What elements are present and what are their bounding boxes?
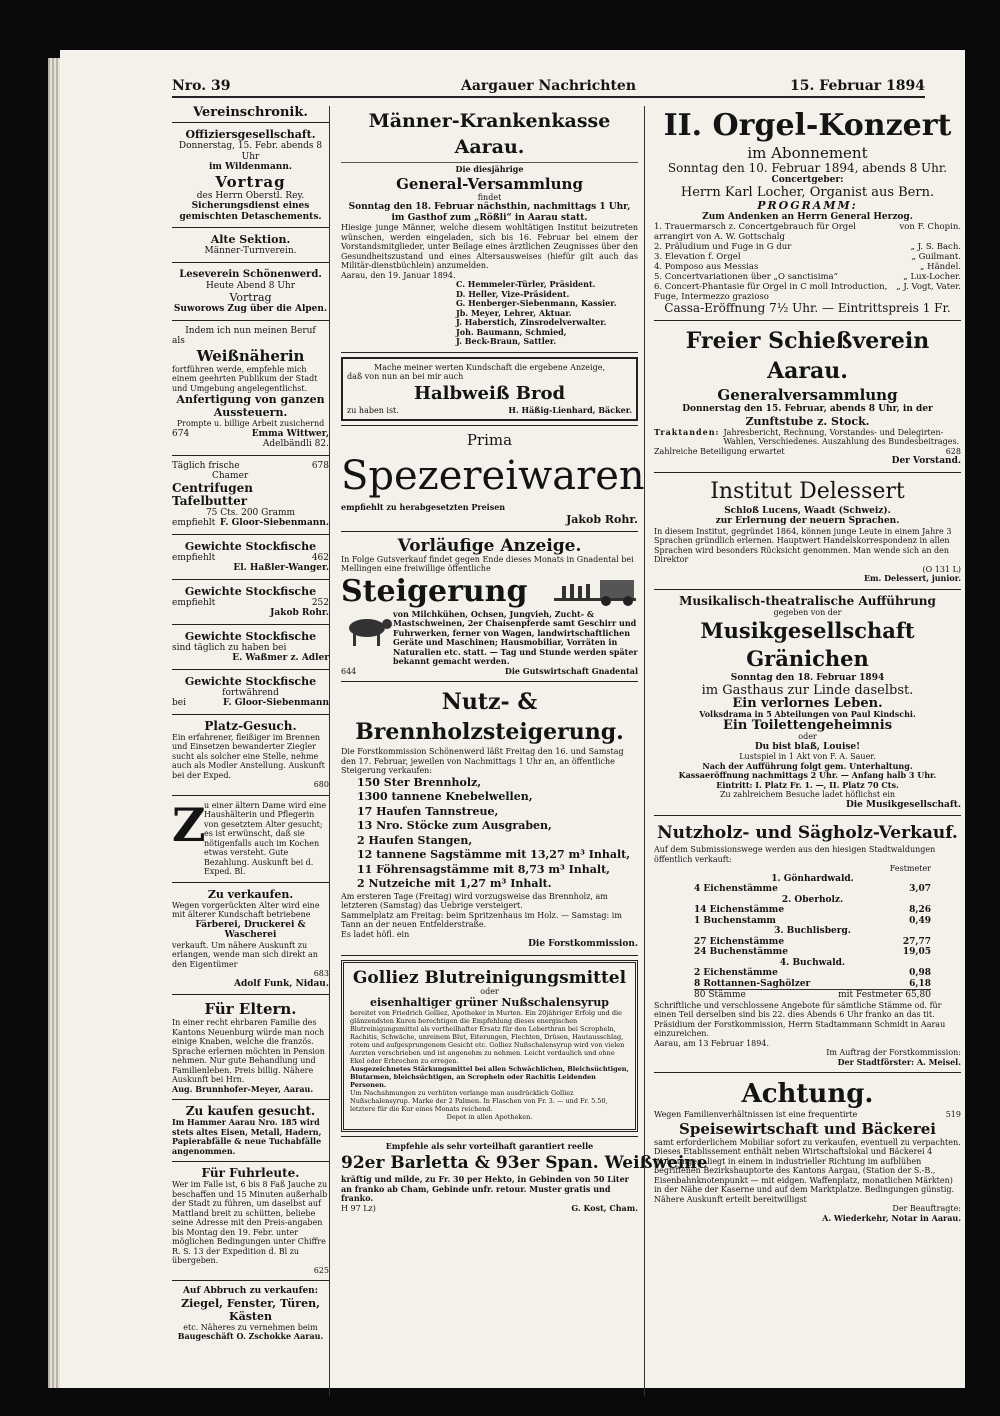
ad-text: Schloß Lucens, Waadt (Schweiz).	[724, 505, 891, 516]
ad-text: gegeben von der	[773, 607, 842, 617]
ad-text: des Herrn Oberstl. Rey.	[196, 190, 305, 201]
ad-text: Wer im Falle ist, 6 bis 8 Faß Jauche zu beschaffen und 15 Minuten außerhalb der Stadt zu führen, um daselbst auf Mattland breit zu schütten, beliebe seine Adresse mit den Preis-angaben bis Montag den 19. Febr. unter möglichen Bedingungen unter Chiffre R. S. 13 der Expedition d. Bl zu übergeben.	[172, 1180, 328, 1265]
ad-text: Empfehle als sehr vorteilhaft garantiert reelle	[385, 1140, 594, 1151]
forest-name: 4. Buchwald.	[779, 957, 846, 968]
wood-item: 2 Nutzeiche mit 1,27 m³ Inhalt.	[357, 877, 552, 890]
ad-signature: F. Gloor-Siebenmann.	[219, 518, 329, 528]
ad-text: im Gasthof zum „Rößli“ in Aarau statt.	[391, 212, 588, 223]
ad-signature: Adolf Funk, Nidau.	[234, 978, 329, 989]
ad-signature: F. Gloor-Siebenmann	[223, 698, 329, 708]
ad-number: 644	[341, 666, 357, 676]
ad-text: Zu zahlreichem Besuche ladet höflichst ein	[719, 790, 896, 799]
forest-name: 1. Gönhardwald.	[771, 873, 854, 884]
ad-title: Zu kaufen gesucht.	[185, 1104, 316, 1118]
wood-volume: 6,18	[909, 978, 931, 989]
ad-title: Zu verkaufen.	[207, 887, 294, 901]
issue-number: Nro. 39	[172, 78, 231, 94]
ad-number: (O 131 L)	[922, 564, 961, 574]
ad-text: verkauft. Um nähere Auskunft zu erlangen, wende man sich direkt an den Eigentümer	[172, 940, 318, 969]
ad-text: Eintritt: I. Platz Fr. 1. —, II. Platz 70 Cts.	[716, 779, 899, 790]
ad-text: Nach der Aufführung folgt gem. Unterhaltung.	[702, 760, 913, 771]
ad-text: Donnerstag, 15. Febr. abends 8 Uhr	[178, 141, 323, 162]
wood-item: 11 Föhrensagstämme mit 8,73 m³ Inhalt,	[357, 862, 610, 876]
wood-item: 12 tannene Sagstämme mit 13,27 m³ Inhalt,	[357, 848, 631, 861]
ad-signature: Die Musikgesellschaft.	[845, 799, 961, 810]
ad-title: 92er Barletta & 93er Span. Weißweine	[341, 1153, 708, 1173]
ad-text: Sicherungsdienst eines gemischten Detaschements.	[179, 201, 322, 222]
program-composer: „ Händel.	[920, 262, 961, 272]
program-item	[654, 282, 961, 302]
ad-text: Donnerstag den 15. Februar, abends 8 Uhr, in der	[682, 404, 933, 414]
program-item	[654, 272, 961, 282]
ad-text: Wegen vorgerückten Alter wird eine mit älterer Kundschaft betriebene	[172, 900, 320, 919]
ad-signature: Die Gutswirtschaft Gnadental	[504, 665, 638, 676]
ad-text: Die diesjährige	[455, 164, 524, 174]
ad-title: Golliez Blutreinigungsmittel	[352, 967, 627, 988]
wood-row	[694, 916, 931, 927]
ad-text: Um Nachahmungen zu verhüten verlange man ausdrücklich Golliez Nußschalensyrup. Marke der 2 Palmen. In Flaschen von Fr. 3. — und Fr. 5.50, letztere für die Kur eines Monats reichend.	[350, 1089, 608, 1113]
ad-spezereiwaren	[341, 429, 645, 528]
program-heading: PROGRAMM:	[757, 198, 858, 212]
ad-text: empfiehlt	[172, 597, 216, 608]
ad-text: 75 Cts. 200 Gramm	[205, 507, 296, 518]
ad-achtung	[654, 1076, 961, 1225]
ad-signature: Baugeschäft O. Zschokke Aarau.	[177, 1331, 324, 1341]
ad-subtitle: Färberei, Druckerei & Wascherei	[195, 919, 306, 940]
ad-platz-gesuch	[172, 718, 329, 792]
ad-signature: Die Forstkommission.	[528, 939, 638, 949]
wood-item: 13 Nro. Stöcke zum Ausgraben,	[357, 819, 552, 832]
ad-haushaelterin	[172, 799, 329, 879]
ad-text: zur Erlernung der neuern Sprachen.	[715, 516, 900, 526]
ad-signature: Der Stadtförster: A. Meisel.	[837, 1056, 961, 1067]
member-entry: J. Beck-Braun, Sattler.	[456, 336, 557, 346]
wood-item: 17 Haufen Tannstreue,	[357, 804, 499, 818]
program-piece: 4. Pomposo aus Messias	[654, 262, 759, 272]
ad-signature: Jakob Rohr.	[270, 608, 329, 618]
ad-musikgesellschaft	[654, 593, 961, 813]
ad-title: Platz-Gesuch.	[204, 718, 297, 733]
ad-text: findet	[477, 192, 502, 202]
ad-leseverein	[172, 266, 329, 317]
ad-signature: Der Vorstand.	[891, 456, 961, 466]
member-entry: J. Haberstich, Zinsrodelverwalter.	[456, 317, 607, 327]
ad-text: Es ladet höfl. ein	[341, 929, 410, 939]
ad-text: Täglich frische	[172, 460, 240, 471]
ad-tafelbutter	[172, 459, 329, 531]
forest-name: 3. Buchlisberg.	[774, 926, 851, 936]
newspaper-page	[60, 50, 965, 1388]
ad-signature: Em. Delessert, junior.	[863, 573, 961, 583]
ad-stockfische-1	[172, 538, 329, 576]
member-entry: D. Heller, Vize-Präsident.	[456, 288, 570, 299]
ad-title: Nutzholz- und Sägholz-Verkauf.	[657, 823, 958, 843]
ad-title: Auf Abbruch zu verkaufen:	[182, 1286, 319, 1296]
ad-label: Traktanden:	[654, 426, 720, 437]
column-right	[650, 106, 965, 1396]
ad-performer: Herrn Karl Locher, Organist aus Bern.	[680, 184, 935, 200]
ad-subtitle: Ziegel, Fenster, Türen, Kästen	[181, 1296, 320, 1323]
ad-subtitle: Ein verlornes Leben.	[732, 695, 883, 711]
ad-weissweine	[341, 1140, 708, 1216]
ad-title: Für Fuhrleute.	[201, 1166, 300, 1180]
ad-text: In einer recht ehrbaren Familie des Kantons Neuenburg würde man noch einige Knaben, welche die französ. Sprache erlernen möchten in Pension nehmen. Nur gute Behandlung und Familienleben. Preis billig. Nähere Auskunft bei Hrn.	[172, 1018, 325, 1084]
ad-number: 625	[313, 1265, 329, 1275]
ad-title: Centrifugen Tafelbutter	[172, 480, 253, 508]
drop-initial: Z	[172, 797, 206, 852]
ad-subtitle: Anfertigung von ganzen	[176, 393, 325, 406]
column-left	[172, 106, 330, 1396]
ad-subtitle: Du bist blaß, Louise!	[754, 741, 861, 752]
member-entry: C. Hemmeler-Türler, Präsident.	[456, 279, 596, 289]
member-entry: Jb. Meyer, Lehrer, Aktuar.	[456, 307, 572, 318]
wood-row	[694, 884, 931, 895]
wood-row	[694, 905, 931, 916]
page-header	[172, 78, 925, 98]
member-list	[341, 280, 638, 347]
wood-volume: 3,07	[909, 884, 931, 894]
ad-address: Adelbändli 82.	[262, 439, 329, 449]
program-composer: „ Lux-Locher.	[903, 272, 961, 282]
ad-text: oder	[480, 986, 499, 996]
ad-text: Hiesige junge Männer, welche diesem wohltätigen Institut beizutreten wünschen, werden eingeladen, sich bis 16. Februar bei einem der Vorstandsmitglieder, unter Beilage eines ärztlichen Zeugnisses über den Gesundheitszustand und eines Altersausweises (hiefür gilt auch das Militär-dienstbüchlein) anzumelden.	[341, 223, 638, 270]
ad-text: Indem ich nun meinen Beruf	[185, 325, 316, 336]
wood-item: 150 Ster Brennholz,	[357, 775, 482, 789]
ad-subtitle: eisenhaltiger grüner Nußschalensyrup	[369, 996, 610, 1009]
ad-text: Volksdrama in 5 Abteilungen von Paul Kindschi.	[699, 708, 916, 719]
forest-name: 2. Oberholz.	[781, 894, 844, 905]
program-piece: 6. Concert-Phantasie für Orgel in C moll Introduction, Fuge, Intermezzo grazioso	[654, 282, 888, 302]
ad-title: II. Orgel-Konzert	[663, 108, 952, 143]
ad-text: In diesem Institut, gegründet 1864, können junge Leute in einem Jahre 3 Sprachen gründlich erlernen. Hauptwert Handelskorrespondenz in allen Sprachen wird besonders Rücksicht genommen. Man wende sich an den Direktor	[654, 526, 952, 564]
ad-vorlaeufige-anzeige	[341, 535, 638, 679]
wood-item: 14 Eichenstämme	[694, 905, 785, 915]
ad-subtitle: Steigerung	[341, 573, 528, 609]
wood-list	[341, 776, 638, 892]
ad-text: In Folge Gutsverkauf findet gegen Ende dieses Monats in Gnadental bei Mellingen eine freiwillige öffentliche	[341, 554, 634, 573]
ad-date: Aarau, den 19. Januar 1894.	[341, 270, 456, 280]
ad-text: Ausgezeichnetes Stärkungsmittel bei allen Schwächlichen, Bleichsüchtigen, Blutarmen, bleichsüchtigen, an Scropheln oder Rachitis Leidenden Personen.	[350, 1065, 629, 1089]
ad-schiessverein	[654, 324, 961, 469]
ad-text: Prima	[466, 431, 513, 449]
ad-weissnaeherin	[172, 324, 329, 452]
ad-signature: G. Kost, Cham.	[571, 1202, 638, 1213]
ad-title: Institut Delessert	[710, 478, 905, 504]
ad-text: daß von nun an bei mir auch	[347, 372, 464, 381]
ad-subtitle: Vortrag	[215, 172, 286, 191]
ad-text: Wegen Familienverhältnissen ist eine frequentirte	[654, 1110, 858, 1119]
newspaper-title: Aargauer Nachrichten	[460, 78, 637, 94]
wood-volume: 0,98	[909, 968, 931, 978]
ad-text: kräftig und milde, zu Fr. 30 per Hekto, in Gebinden von 50 Liter an franko ab Cham, Gebinde unfr. retour. Muster gratis und franko.	[341, 1174, 629, 1203]
ad-alte-sektion	[172, 231, 329, 259]
ad-text: Im Hammer Aarau Nro. 185 wird stets altes Eisen, Metall, Hadern, Papierabfälle & neue Tuchabfälle angenommen.	[172, 1117, 322, 1156]
program-item	[654, 222, 961, 242]
ad-text: empfiehlt zu herabgesetzten Preisen	[341, 502, 506, 512]
wood-item: 1 Buchenstamm	[694, 915, 776, 926]
ad-subtitle: Aussteuern.	[213, 406, 288, 419]
ad-text: fortführen werde, empfehle mich einem geehrten Publikum der Stadt und Umgebung angelegentlichst.	[172, 364, 318, 393]
ad-subtitle: Vortrag	[229, 291, 272, 304]
ad-signature: H. Häßig-Lienhard, Bäcker.	[508, 404, 632, 415]
wood-sale-list	[654, 874, 961, 1001]
ad-number: 674	[172, 428, 190, 439]
wood-total	[694, 989, 931, 1001]
program-item	[654, 262, 961, 272]
ad-text: Concertgeber:	[771, 175, 844, 185]
ad-text: samt erforderlichem Mobiliar sofort zu verkaufen, eventuell zu verpachten. Dieses Etablissement enthält neben Wirtschaftslokal und Bäckerei 4 Wohnungen, liegt in einem in industrieller Richtung im aufblühen begriffenen Bezirkshauptorte des Kantons Aargau, (Station der S.-B., Eisenbahnknotenpunkt — mit eidgen. Waffenplatz, monatlichen Märkten) in der Nähe der Kaserne und auf dem Marktplatze. Bedingungen günstig. Nähere Auskunft erteilt bereitwilligst	[654, 1137, 961, 1204]
ad-signature: Jakob Rohr.	[566, 512, 638, 526]
ad-abbruch	[172, 1284, 329, 1344]
ad-title: Freier Schießverein Aarau.	[685, 328, 930, 384]
ad-text: empfiehlt	[172, 518, 216, 528]
ad-title: Für Eltern.	[204, 1000, 297, 1018]
wood-row	[694, 979, 931, 990]
ad-text: Heute Abend 8 Uhr	[205, 280, 296, 291]
ad-stockfische-3	[172, 628, 329, 666]
program-piece: 3. Elevation f. Orgel	[654, 252, 741, 262]
ad-title: Gewichte Stockfische	[184, 584, 317, 598]
wood-item: 2 Haufen Stangen,	[357, 833, 473, 847]
ad-golliez	[341, 960, 638, 1132]
ad-subtitle: Generalversammlung	[717, 386, 898, 404]
ad-institut-delessert	[654, 476, 961, 586]
cow-illustration	[341, 610, 393, 650]
ad-text: Chamer	[212, 471, 249, 481]
wood-row	[694, 947, 931, 958]
ad-text: etc. Näheres zu vernehmen beim	[183, 1322, 318, 1332]
wood-item: 4 Eichenstämme	[694, 884, 778, 894]
wood-item: 24 Buchenstämme	[694, 947, 788, 957]
ad-title: Offiziersgesellschaft.	[185, 128, 316, 141]
ad-number: 462	[311, 552, 329, 563]
program-piece: 1. Trauermarsch z. Concertgebrauch für Orgel arrangirt von A. W. Gottschalg	[654, 222, 856, 242]
ad-number: 628	[945, 446, 961, 456]
ad-text: im Wildenmann.	[209, 162, 292, 172]
ad-title: Gewichte Stockfische	[184, 539, 317, 553]
wood-item: 27 Eichenstämme	[694, 936, 785, 947]
ad-text: im Gasthaus zur Linde daselbst.	[701, 682, 914, 698]
ad-text: Depot in allen Apotheken.	[446, 1113, 533, 1121]
ad-holzverkauf	[654, 819, 961, 1069]
ad-text: Schriftliche und verschlossene Angebote für sämtliche Stämme od. für einen Teil derselben sind bis 22. dies Abends 6 Uhr franko an das tit. Präsidium der Forstkommission, Herrn Stadtammann Schmidt in Aarau einzureichen.	[654, 1000, 946, 1038]
ad-text: bereitet von Friedrich Golliez, Apotheker in Murten. Ein 20jähriger Erfolg und die glänzendsten Kuren berechtigen die Empfehlung dieses energischen Blutreinigungsmittel als vortheilhafter Ersatz für den Leberthran bei Scropheln, Rachitis, Schwäche, unreinem Blut, Eiterungen, Flechten, Drüsen, Hautausschlag, rotem und aufgesprungenem Gesicht etc. Golliez Nußschalensyrup wird von vielen Aerzten verschrieben und ist angenehm zu nehmen. Leicht verdaulich und ohne Ekel oder Erbrechen zu erregen.	[350, 1009, 625, 1065]
ad-signature: E. Waßmer z. Adler	[232, 653, 329, 663]
ad-subtitle: Speisewirtschaft und Bäckerei	[679, 1119, 936, 1138]
ad-signature: Emma Wittwer,	[251, 428, 329, 439]
member-entry: Joh. Baumann, Schmied,	[456, 326, 567, 337]
column-heading: Festmeter	[889, 864, 931, 873]
wood-total-count: 80 Stämme	[694, 990, 746, 1000]
ad-subtitle: Ein Toilettengeheimnis	[722, 718, 893, 733]
ad-subtitle: im Abonnement	[747, 144, 868, 162]
program-composer: von F. Chopin.	[899, 222, 961, 232]
program-table	[654, 222, 961, 302]
ad-title: Nutz- & Brennholzsteigerung.	[355, 689, 624, 745]
wood-item: 8 Rottannen-Saghölzer	[694, 978, 811, 989]
wood-item: 1300 tannene Knebelwellen,	[357, 790, 533, 803]
issue-date: 15. Februar 1894	[790, 78, 925, 94]
ad-text: Sonntag den 18. Februar 1894	[730, 673, 885, 683]
ad-text: Die Forstkommission Schönenwerd läßt Freitag den 16. und Samstag den 17. Februar, jeweilen von Nachmittags 1 Uhr an, an öffentliche Steigerung verkaufen:	[341, 747, 624, 775]
ad-text: bei	[172, 698, 186, 708]
wood-row	[694, 968, 931, 979]
ad-title: Musikgesellschaft Gränichen	[700, 618, 915, 671]
ad-text: Zum Andenken an Herrn General Herzog.	[702, 211, 913, 222]
program-item	[654, 242, 961, 252]
wood-total-volume: mit Festmeter 65,80	[838, 990, 931, 1000]
ad-title: Männer-Krankenkasse Aarau.	[368, 110, 611, 158]
ad-text: Am ersteren Tage (Freitag) wird vorzugsweise das Brennholz, am letzteren (Samstag) das Uebrige versteigert.	[341, 891, 608, 910]
ad-text: von Milchkühen, Ochsen, Jungvieh, Zucht- & Mastschweinen, 2er Chaisenpferde samt Geschirr und Fuhrwerken, ferner von Wagen, landwirtschaftlichen Geräte und Maschinen; Hausmobiliar, Vorräten in Naturalien etc. statt. — Tag und Stunde werden später bekannt gemacht werden.	[393, 608, 638, 666]
ad-text: zu haben ist.	[347, 405, 399, 415]
ad-number: 252	[311, 597, 329, 608]
ad-title: Gewichte Stockfische	[184, 629, 317, 643]
wood-volume: 8,26	[909, 905, 931, 915]
ad-text: u einer ältern Dame wird eine Haushälterin und Pflegerin von gesetztem Alter gesucht; es ist erwünscht, daß sie nötigenfalls auch im Kochen etwas versteht. Gute Bezahlung. Auskunft bei d. Exped. Bl.	[204, 800, 327, 876]
ad-number: 680	[313, 780, 329, 789]
ad-zu-kaufen	[172, 1103, 329, 1158]
ad-text: Prompte u. billige Arbeit zusichernd	[176, 419, 325, 428]
member-entry: G. Henberger-Siebenmann, Kassier.	[456, 298, 617, 308]
ad-signature: A. Wiederkehr, Notar in Aarau.	[822, 1212, 961, 1223]
vereinschronik-heading: Vereinschronik.	[193, 105, 308, 120]
ad-text: Der Beauftragte:	[892, 1204, 961, 1213]
ad-text: Zahlreiche Beteiligung erwartet	[654, 446, 785, 456]
ad-text: als	[172, 336, 185, 346]
ad-fuhrleute	[172, 1165, 329, 1277]
ad-number: 678	[311, 460, 329, 471]
wood-volume: 0,49	[909, 915, 931, 926]
ad-text: Sammelplatz am Freitag: beim Spritzenhaus im Holz. — Samstag: im Tann an der neuen Entfelderstraße.	[341, 910, 622, 929]
ad-title: Weißnäherin	[196, 346, 305, 365]
ad-number: H 97 Lz)	[341, 1203, 376, 1213]
ad-title: Vorläufige Anzeige.	[397, 535, 582, 556]
ad-title: Achtung.	[741, 1079, 874, 1109]
ad-text: Auf dem Submissionswege werden aus den hiesigen Stadtwaldungen öffentlich verkauft:	[654, 845, 936, 864]
ad-signature: Aug. Brunnhofer-Meyer, Aarau.	[172, 1083, 314, 1094]
ad-title: Musikalisch-theatralische Aufführung	[679, 593, 936, 608]
ad-offiziersgesellschaft	[172, 126, 329, 224]
ad-date: Aarau, am 13 Februar 1894.	[654, 1038, 769, 1048]
ad-krankenkasse	[341, 106, 638, 349]
ad-zu-verkaufen	[172, 886, 329, 992]
ad-number: 519	[945, 1110, 961, 1119]
ad-text: Cassa-Eröffnung 7½ Uhr. — Eintrittspreis 1 Fr.	[664, 301, 951, 315]
ad-text: fortwährend	[222, 687, 279, 698]
ad-title: Halbweiß Brod	[413, 382, 566, 404]
ad-text: Kassaeröffnung nachmittags 2 Uhr. — Anfang halb 3 Uhr.	[678, 770, 937, 780]
ad-text: oder	[798, 732, 817, 741]
wood-item: 2 Eichenstämme	[694, 968, 778, 978]
ad-halbweiss-brod	[341, 357, 638, 422]
program-item	[654, 252, 961, 262]
ad-subtitle: General-Versammlung	[396, 174, 583, 193]
ad-text: sind täglich zu haben bei	[172, 642, 287, 653]
ad-text: Ein erfahrener, fleißiger im Brennen und Einsetzen bewanderter Ziegler sucht als solcher eine Stelle, nehme auch als Modler Anstellung. Auskunft bei der Exped.	[172, 732, 325, 780]
ad-text: Jahresbericht, Rechnung, Vorstandes- und Delegirten-Wahlen, Verschiedenes. Auszahlung des Bundesbeitrages.	[723, 427, 960, 446]
ad-stockfische-2	[172, 583, 329, 621]
ad-holzsteigerung	[341, 685, 638, 952]
ad-stockfische-4	[172, 673, 329, 711]
program-composer: „ Guilmant.	[911, 252, 961, 262]
ad-date: Sonntag den 10. Februar 1894, abends 8 Uhr.	[667, 161, 948, 175]
livestock-illustration	[552, 574, 638, 610]
ad-title: Alte Sektion.	[210, 233, 291, 246]
wood-row	[694, 937, 931, 948]
ad-signature: El. Haßler-Wanger.	[233, 563, 329, 573]
program-piece: 5. Concertvariationen über „O sanctisima“	[654, 272, 838, 282]
program-composer: „ J. S. Bach.	[910, 242, 961, 252]
ad-text: Männer-Turnverein.	[204, 246, 297, 256]
ad-text: Mache meiner werten Kundschaft die ergebene Anzeige,	[374, 362, 605, 372]
program-piece: 2. Präludium und Fuge in G dur	[654, 242, 792, 252]
ad-text: empfiehlt	[172, 552, 216, 563]
ad-text: Sonntag den 18. Februar nächsthin, nachmittags 1 Uhr,	[348, 202, 631, 212]
ad-title: Leseverein Schönenwerd.	[179, 268, 322, 280]
wood-volume: 19,05	[902, 947, 931, 957]
ad-title: Gewichte Stockfische	[184, 674, 317, 688]
ad-fuer-eltern	[172, 998, 329, 1096]
wood-volume: 27,77	[902, 936, 931, 947]
ad-text: Im Auftrag der Forstkommission:	[826, 1048, 961, 1057]
ad-text: Suworows Zug über die Alpen.	[173, 304, 328, 314]
ad-orgel-konzert	[654, 106, 961, 317]
ad-text: Zunftstube z. Stock.	[745, 414, 870, 428]
ad-text: Lustspiel in 1 Akt von F. A. Sauer.	[739, 752, 876, 761]
ad-number: 683	[313, 969, 329, 978]
ad-title: Spezereiwaren	[341, 453, 645, 499]
program-composer: „ J. Vogt, Vater.	[896, 282, 961, 292]
